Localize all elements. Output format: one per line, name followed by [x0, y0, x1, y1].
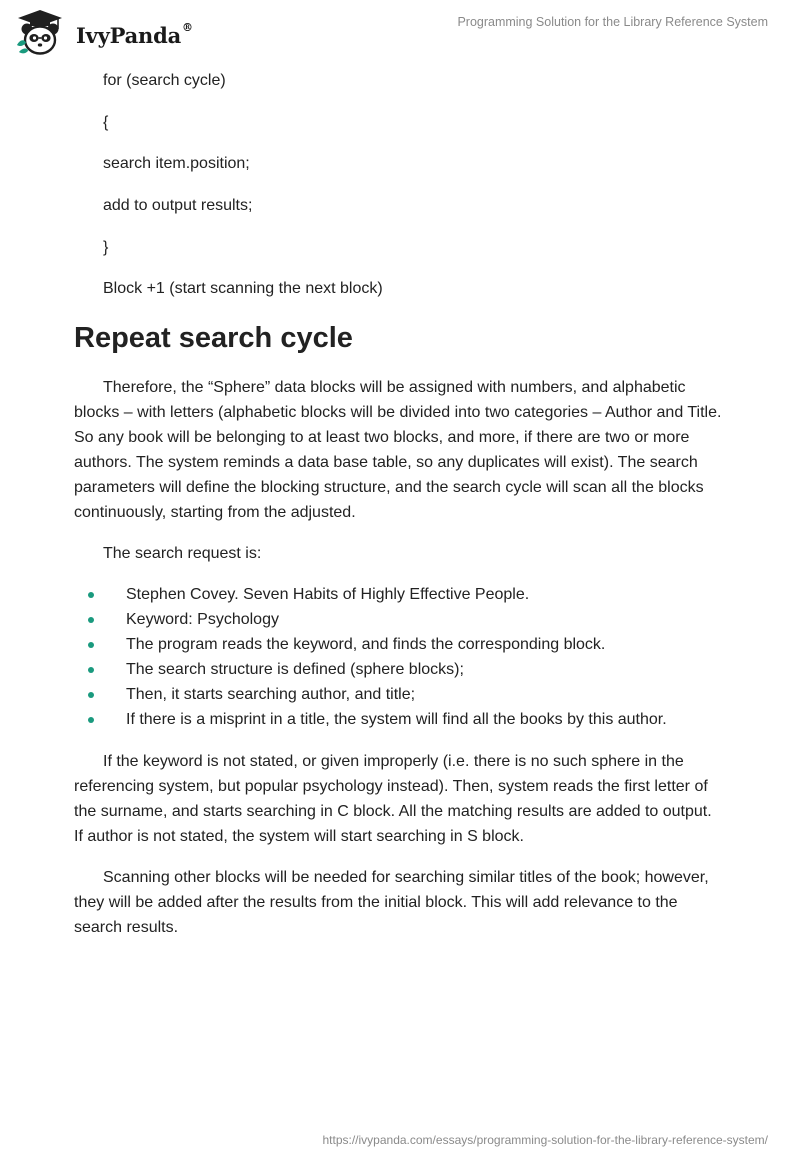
code-line: Block +1 (start scanning the next block) [103, 280, 383, 298]
document-title: Programming Solution for the Library Reference System [457, 15, 768, 29]
list-item-text: The search structure is defined (sphere blocks); [126, 661, 464, 679]
list-item [74, 607, 724, 632]
bullet-dot-icon [88, 617, 94, 623]
list-item-text: Stephen Covey. Seven Habits of Highly Effective People. [126, 586, 530, 604]
list-item-text: If there is a misprint in a title, the system will find all the books by this author. [126, 711, 667, 729]
list-item-text: The program reads the keyword, and finds the corresponding block. [126, 636, 606, 654]
list-item [74, 632, 724, 657]
brand-name-text: IvyPanda [76, 22, 182, 48]
code-line: search item.position; [103, 155, 250, 173]
code-line: for (search cycle) [103, 72, 226, 89]
list-item-text: Then, it starts searching author, and title; [126, 686, 416, 704]
paragraph-search-request: The search request is: [103, 545, 262, 563]
page-header [0, 0, 800, 60]
bullet-dot-icon [88, 642, 94, 648]
list-item [74, 707, 724, 732]
source-url-link[interactable]: https://ivypanda.com/essays/programming-solution-for-the-library-reference-system/ [322, 1133, 768, 1147]
paragraph-sphere-blocks: Therefore, the “Sphere” data blocks will be assigned with numbers, and alphabetic blocks – with letters (alphabetic blocks will be divided into two categories – Author and Title. So any book will be belonging to at least two blocks, and more, if there are two or more authors. The system reminds a data base table, so any duplicates will exist). The search parameters will define the blocking structure, and the search cycle will scan all the blocks continuously, starting from the adjusted. [74, 379, 722, 522]
bullet-dot-icon [88, 592, 94, 598]
brand-name [76, 20, 193, 48]
paragraph-keyword-fallback: If the keyword is not stated, or given improperly (i.e. there is no such sphere in the referencing system, but popular psychology instead). Then, system reads the first letter of the surname, and starts searching in C block. All the matching results are added to output. If author is not stated, the system will start searching in S block. [74, 753, 712, 846]
list-item [74, 682, 724, 707]
code-line: add to output results; [103, 197, 253, 215]
code-line: } [103, 238, 109, 256]
bullet-dot-icon [88, 667, 94, 673]
bullet-dot-icon [88, 717, 94, 723]
code-line: { [103, 113, 109, 131]
paragraph-scanning-blocks: Scanning other blocks will be needed for searching similar titles of the book; however, they will be added after the results from the initial block. This will add relevance to the search results. [74, 869, 709, 937]
section-heading: Repeat search cycle [74, 322, 353, 355]
bullet-dot-icon [88, 692, 94, 698]
list-item [74, 582, 724, 607]
list-item [74, 657, 724, 682]
brand-logo[interactable] [14, 9, 193, 57]
panda-graduate-icon [14, 9, 66, 57]
essay-body [74, 70, 724, 956]
list-item-text: Keyword: Psychology [126, 611, 279, 629]
search-request-list [74, 582, 724, 732]
registered-mark: ® [182, 20, 193, 34]
